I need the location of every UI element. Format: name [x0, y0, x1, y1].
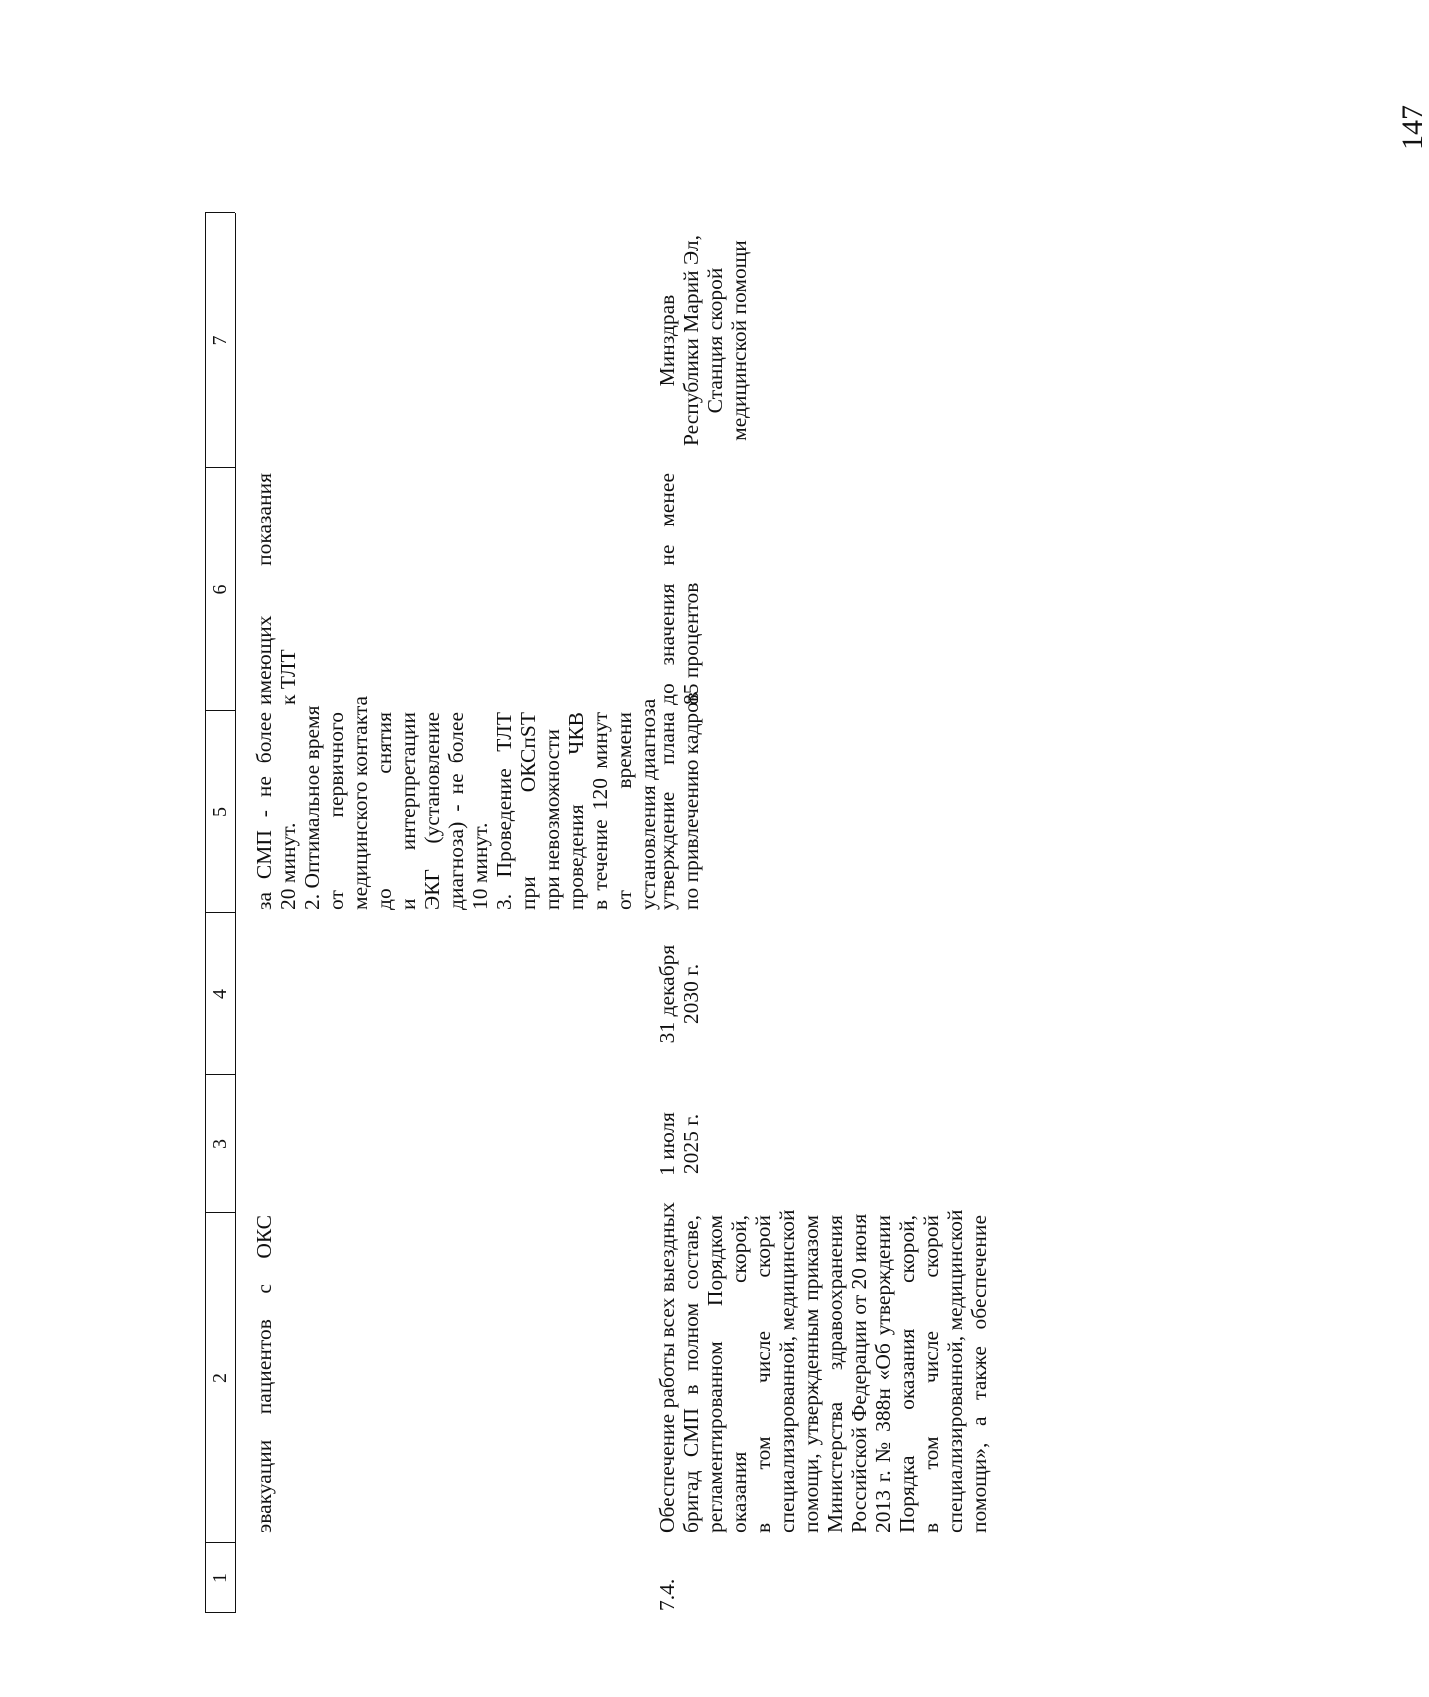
text-line: регламентированном Порядком [703, 1215, 727, 1533]
text-line: при невозможности [540, 728, 564, 910]
text-line: помощи, утвержденным приказом [799, 1215, 823, 1533]
text-line: к ТЛТ [276, 649, 300, 705]
text-line: установления диагноза [636, 698, 660, 910]
row-number-7-4 [655, 1545, 679, 1611]
text-line: специализированной, медицинской [775, 1209, 799, 1533]
text-line: Порядка оказания скорой, [895, 1215, 919, 1533]
text-line: имеющих показания [252, 473, 276, 705]
text-line: Минздрав [655, 294, 679, 387]
text-line: 3. Проведение ТЛТ [492, 712, 516, 910]
text-line: 20 минут. [276, 822, 300, 910]
row2-col3-text [655, 1077, 703, 1211]
text-line: от первичного [324, 712, 348, 910]
text-line: 2030 г. [679, 963, 703, 1025]
column-header-2: 2 [209, 1373, 231, 1383]
text-line: медицинской помощи [727, 240, 751, 441]
table-header-line-bottom [235, 213, 236, 1613]
text-line: медицинского контакта [348, 695, 372, 910]
text-line: до снятия [372, 712, 396, 910]
row2-col2-text [655, 1202, 991, 1533]
text-line: в том числе скорой [919, 1215, 943, 1533]
text-line: 2025 г. [679, 1113, 703, 1175]
text-line: 2. Оптимальное время [300, 705, 324, 910]
text-line: при ОКСпST [516, 712, 540, 910]
column-header-5: 5 [209, 807, 231, 817]
column-header-6: 6 [209, 584, 231, 595]
text-line: диагноза) - не более [444, 712, 468, 910]
row1-col5-text [252, 695, 660, 910]
column-header-1: 1 [209, 1573, 231, 1583]
row2-col7-text [655, 215, 751, 466]
text-line: Станция скорой [703, 267, 727, 414]
rotated-table [205, 113, 1205, 1613]
text-line: Республики Марий Эл, [679, 234, 703, 447]
text-line: оказания скорой, [727, 1215, 751, 1533]
text-line: утверждение плана [655, 712, 679, 910]
text-line: Российской Федерации от 20 июня [847, 1213, 871, 1533]
text-line: до значения не менее [655, 473, 679, 705]
row2-col4-text [655, 915, 703, 1073]
text-line: и интерпретации [396, 712, 420, 910]
text-line: эвакуации пациентов с ОКС [252, 1215, 276, 1533]
text-line: специализированной, медицинской [943, 1209, 967, 1533]
text-line: по привлечению кадров [679, 691, 703, 910]
text-line: от времени [612, 712, 636, 910]
text-line: ЭКГ (установление [420, 712, 444, 910]
column-header-7: 7 [209, 335, 231, 346]
column-header-4: 4 [209, 989, 231, 999]
text-line: 1 июля [655, 1112, 679, 1176]
row1-col2-text [252, 1215, 276, 1533]
text-line: 31 декабря [655, 944, 679, 1044]
text-line: Обеспечение работы всех выездных [655, 1202, 679, 1533]
row2-col5-text [655, 691, 703, 910]
text-line: помощи», а также обеспечение [967, 1215, 991, 1533]
column-header-3: 3 [209, 1139, 231, 1149]
page-number: 147 [1396, 105, 1429, 150]
text-line: в течение 120 минут [588, 712, 612, 910]
text-line: 85 процентов [679, 582, 703, 705]
text-line: 2013 г. № 388н «Об утверждении [871, 1215, 895, 1533]
row2-col6-text [655, 473, 703, 705]
text-line: 10 минут. [468, 822, 492, 910]
text-line: бригад СМП в полном составе, [679, 1215, 703, 1533]
text-line: 7.4. [655, 1578, 679, 1611]
text-line: в том числе скорой [751, 1215, 775, 1533]
row1-col6-text [252, 473, 300, 705]
text-line: проведения ЧКВ [564, 712, 588, 910]
text-line: за СМП - не более [252, 712, 276, 910]
text-line: Министерства здравоохранения [823, 1215, 847, 1533]
